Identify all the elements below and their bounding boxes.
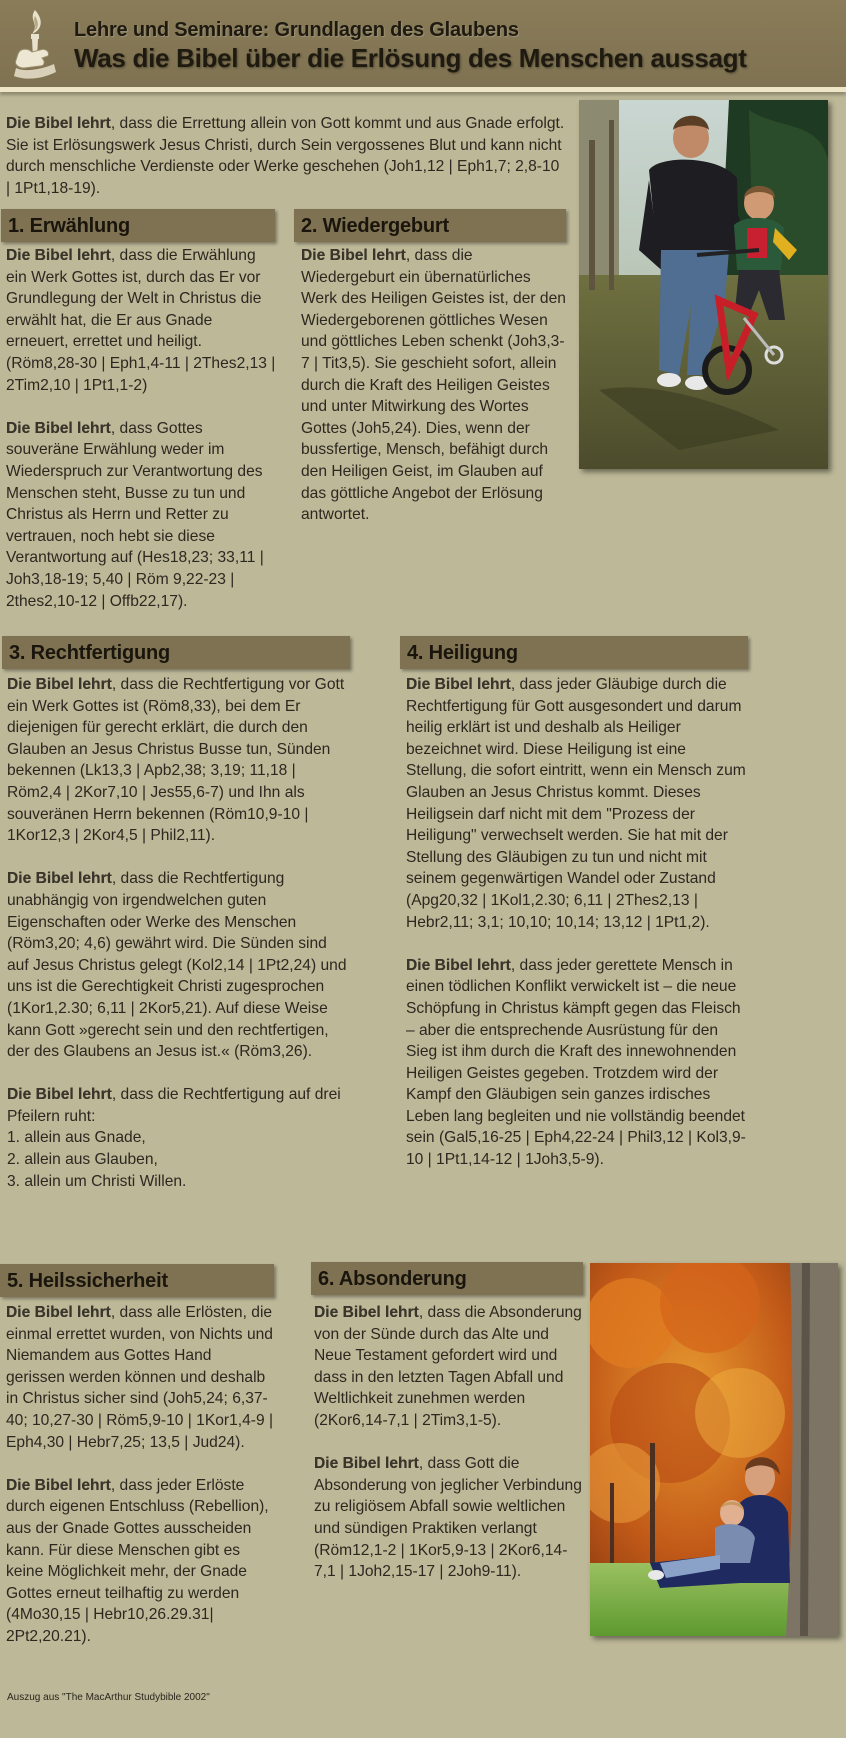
section-text-wiedergeburt <box>301 245 569 526</box>
list-item: 1. allein aus Gnade, <box>7 1129 146 1147</box>
paragraph: Die Bibel lehrt, dass die Rechtfertigung auf drei Pfeilern ruht: 1. allein aus Gnade, 2. allein aus Glauben, 3. allein um Christi Willen. <box>7 1086 341 1190</box>
paragraph: Die Bibel lehrt, dass die Rechtfertigung vor Gott ein Werk Gottes ist (Röm8,33), bei dem Er diejenigen für gerecht erklärt, die durch den Glauben an Jesus Christus Busse tun, Sünden bekennen (Lk13,3 | Apb2,38; 3,19; 11,18 | Röm2,4 | 2Kor7,10 | Jes55,6-7) und Ihn als souveränen Herrn bekennen (Röm10,9-10 | 1Kor12,3 | 2Kor4,5 | Phil2,11). <box>7 676 345 845</box>
section-text-rechtfertigung <box>7 674 352 1192</box>
section-header-rechtfertigung: 3. Rechtfertigung <box>2 636 350 669</box>
section-header-heilssicherheit: 5. Heilssicherheit <box>0 1264 274 1297</box>
header-subtitle: Lehre und Seminare: Grundlagen des Glaubens <box>74 19 519 41</box>
page-header <box>0 0 846 92</box>
source-note: Auszug aus "The MacArthur Studybible 2002" <box>7 1692 210 1703</box>
paragraph: Die Bibel lehrt, dass Gottes souveräne Erwählung weder im Wiederspruch zur Verantwortung des Menschen steht, Busse zu tun und Christus als Herrn und Retter zu vertrauen, noch hebt sie diese Verantwortung auf (Hes18,23; 33,11 | Joh3,18-19; 5,40 | Röm 9,22-23 | 2thes2,10-12 | Offb22,17). <box>6 419 264 610</box>
section-header-erwaehlung: 1. Erwählung <box>1 209 275 242</box>
page-title: Was die Bibel über die Erlösung des Menschen aussagt <box>74 43 747 73</box>
paragraph: Die Bibel lehrt, dass alle Erlösten, die einmal errettet wurden, von Nichts und Niemandem aus Gottes Hand gerissen werden können und deshalb in Christus sicher sind (Joh5,24; 6,37-40; 10,27-30 | Röm5,9-10 | 1Kor1,4-9 | Eph4,30 | Hebr7,25; 13,5 | Jud24). <box>6 1304 274 1451</box>
paragraph: Die Bibel lehrt, dass jeder gerettete Mensch in einen tödlichen Konflikt verwickelt ist – die neue Schöpfung in Christus kämpft gegen das Fleisch – aber die entsprechende Ausrüstung für den Sieg ist ihm durch die Kraft des innewohnenden Heiligen Geistes gegeben. Trotzdem wird der Kampf den Gläubigen sein ganzes irdisches Leben lang begleiten und nie vollständig beendet sein (Gal5,16-25 | Eph4,22-24 | Phil3,12 | Kol3,9-10 | 1Pt1,14-12 | 1Joh3,5-9). <box>406 956 746 1169</box>
list-item: 2. allein aus Glauben, <box>7 1151 158 1169</box>
intro-text: Die Bibel lehrt, dass die Errettung allein von Gott kommt und aus Gnade erfolgt. Sie ist Erlösungswerk Jesus Christi, durch Sein vergossenes Blut und kann nicht durch menschliche Verdienste oder Werke geschehen (Joh1,12 | Eph1,7; 2,8-10 | 1Pt1,18-19). <box>6 115 565 197</box>
torch-hand-logo-icon <box>10 8 60 82</box>
section-header-wiedergeburt: 2. Wiedergeburt <box>294 209 566 242</box>
paragraph: Die Bibel lehrt, dass Gott die Absonderung von jeglicher Verbindung zu religiösem Abfall sowie weltlichen und sündigen Praktiken verlangt (Röm12,1-2 | 1Kor5,9-13 | 2Kor6,14-7,1 | 1Joh2,15-17 | 2Joh9-11). <box>314 1455 582 1581</box>
section-text-erwaehlung <box>6 245 276 612</box>
paragraph: Die Bibel lehrt, dass jeder Gläubige durch die Rechtfertigung für Gott ausgesondert und darum heilig erklärt ist und deshalb als Heiliger bezeichnet wird. Diese Heiligung ist eine Stellung, die sofort eintritt, wenn ein Mensch zum Glauben an Jesus Christus kommt. Dieses Heiligsein darf nicht mit dem "Prozess der Heiligung" verwechselt werden. Sie hat mit der Stellung des Gläubigen zu tun und nicht mit seinem gegenwärtigen Wandel oder Zustand (Apg20,32 | 1Kol1,2.30; 6,11 | 2Thes2,13 | Hebr2,11; 3,1; 10,10; 10,14; 13,12 | 1Pt1,2). <box>406 676 746 931</box>
paragraph: Die Bibel lehrt, dass die Rechtfertigung unabhängig von irgendwelchen guten Eigenschaften oder Werke des Menschen (Röm3,20; 4,6) gewährt wird. Die Sünden sind auf Jesus Christus gelegt (Kol2,14 | 1Pt2,24) und uns ist die Gerechtigkeit Christi zugesprochen (1Kor1,2.30; 6,11 | 2Kor5,21). Auf diese Weise kann Gott »gerecht sein und den rechtfertigen, der des Glaubens an Jesus ist.« (Röm3,26). <box>7 870 347 1061</box>
section-header-heiligung: 4. Heiligung <box>400 636 748 669</box>
father-son-bicycle-photo <box>579 100 828 469</box>
list-item: 3. allein um Christi Willen. <box>7 1172 187 1190</box>
mother-child-autumn-photo <box>590 1263 838 1636</box>
section-text-heilssicherheit <box>6 1302 274 1648</box>
paragraph: Die Bibel lehrt, dass die Absonderung von der Sünde durch das Alte und Neue Testament gefordert wird und dass in den letzten Tagen Abfall und Weltlichkeit zunehmen werden (2Kor6,14-7,1 | 2Tim3,1-5). <box>314 1304 582 1429</box>
lead-label: Die Bibel lehrt <box>6 115 111 132</box>
paragraph: Die Bibel lehrt, dass die Wiedergeburt ein übernatürliches Werk des Heiligen Geistes ist, der den Wiedergeborenen göttliches Wesen und göttliches Leben schenkt (Joh3,3-7 | Tit3,5). Sie geschieht sofort, allein durch die Kraft des Heiligen Geistes und unter Mitwirkung des Wortes Gottes (Joh5,24). Dies, wenn der bussfertige, Mensch, befähigt durch den Heiligen Geist, im Glauben auf das göttliche Angebot der Erlösung antwortet. <box>301 247 566 524</box>
section-text-absonderung <box>314 1302 584 1583</box>
paragraph: Die Bibel lehrt, dass jeder Erlöste durch eigenen Entschluss (Rebellion), aus der Gnade Gottes ausscheiden kann. Für diese Menschen gibt es keine Möglichkeit mehr, der Gnade Gottes erneut teilhaftig zu werden (4Mo30,15 | Hebr10,26.29.31| 2Pt2,20.21). <box>6 1476 269 1645</box>
section-text-heiligung <box>406 674 746 1171</box>
section-header-absonderung: 6. Absonderung <box>311 1262 583 1295</box>
paragraph: Die Bibel lehrt, dass die Erwählung ein Werk Gottes ist, durch das Er vor Grundlegung der Welt in Christus die erwählt hat, die Er aus Gnade erneuert, errettet und heiligt. (Röm8,28-30 | Eph1,4-11 | 2Thes2,13 | 2Tim2,10 | 1Pt1,1-2) <box>6 247 276 394</box>
